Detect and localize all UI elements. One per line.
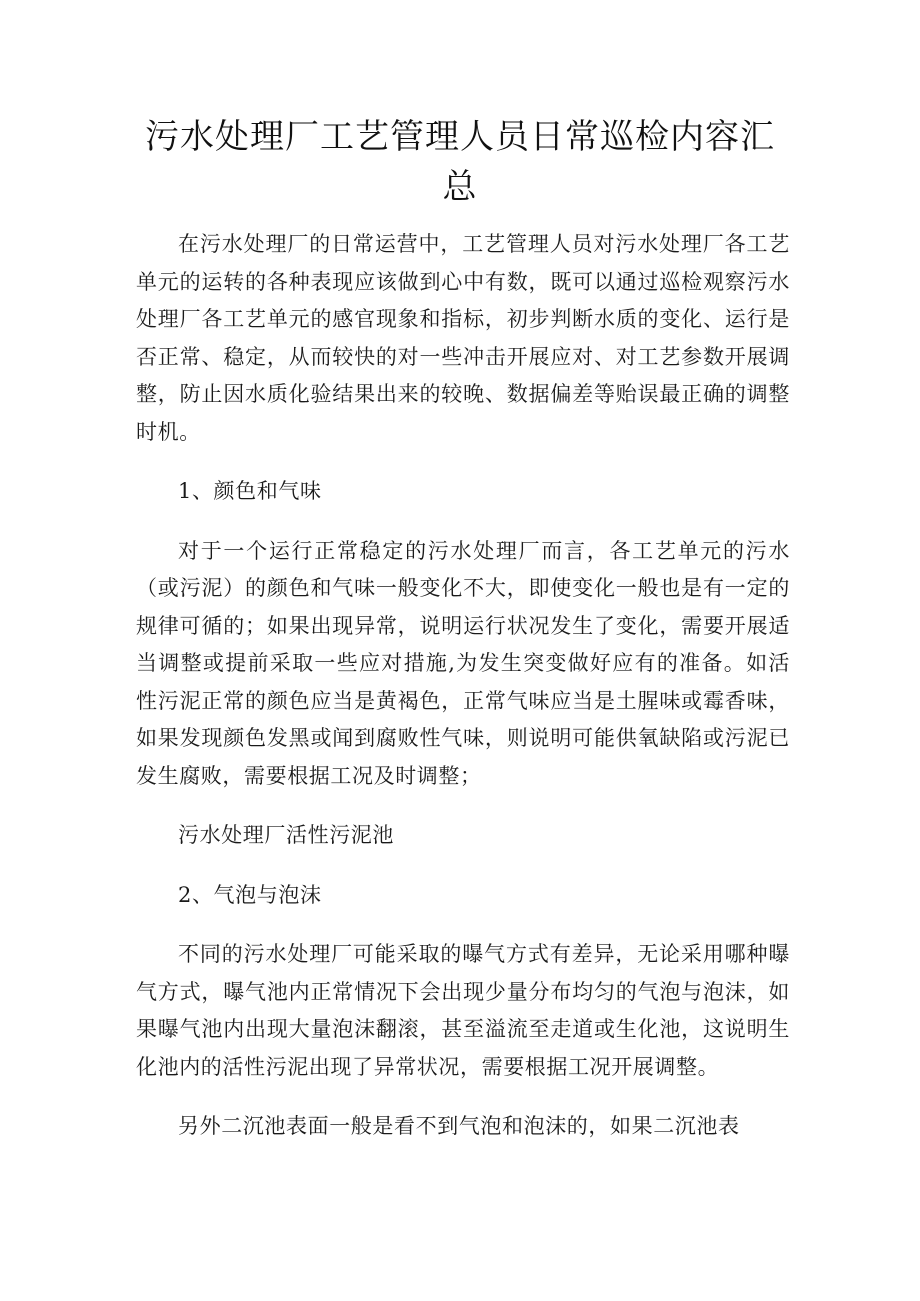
intro-paragraph: 在污水处理厂的日常运营中，工艺管理人员对污水处理厂各工艺单元的运转的各种表现应该做到心中有数，既可以通过巡检观察污水处理厂各工艺单元的感官现象和指标，初步判断水质的变化、运行是否正常、稳定，从而较快的对一些冲击开展应对、对工艺参数开展调整，防止因水质化验结果出来的较晚、数据偏差等贻误最正确的调整时机。 <box>136 232 790 444</box>
section-heading-color-odor: 1、颜色和气味 <box>178 479 322 503</box>
document-body <box>136 226 790 1168</box>
image-caption: 污水处理厂活性污泥池 <box>178 823 394 847</box>
section-bubbles-foam-paragraph: 不同的污水处理厂可能采取的曝气方式有差异，无论采用哪种曝气方式，曝气池内正常情况下会出现少量分布均匀的气泡与泡沫，如果曝气池内出现大量泡沫翻滚，甚至溢流至走道或生化池，这说明生化池内的活性污泥出现了异常状况，需要根据工况开展调整。 <box>136 942 790 1079</box>
section-color-odor-paragraph: 对于一个运行正常稳定的污水处理厂而言，各工艺单元的污水（或污泥）的颜色和气味一般变化不大，即使变化一般也是有一定的规律可循的；如果出现异常，说明运行状况发生了变化，需要开展适当调整或提前采取一些应对措施,为发生突变做好应有的准备。如活性污泥正常的颜色应当是黄褐色，正常气味应当是土腥味或霉香味，如果发现颜色发黑或闻到腐败性气味，则说明可能供氧缺陷或污泥已发生腐败，需要根据工况及时调整； <box>136 538 790 788</box>
document-title: 污水处理厂工艺管理人员日常巡检内容汇总 <box>145 117 775 207</box>
section-heading-bubbles-foam: 2、气泡与泡沫 <box>178 882 322 907</box>
section-secondary-clarifier-paragraph: 另外二沉池表面一般是看不到气泡和泡沫的，如果二沉池表 <box>178 1114 740 1138</box>
